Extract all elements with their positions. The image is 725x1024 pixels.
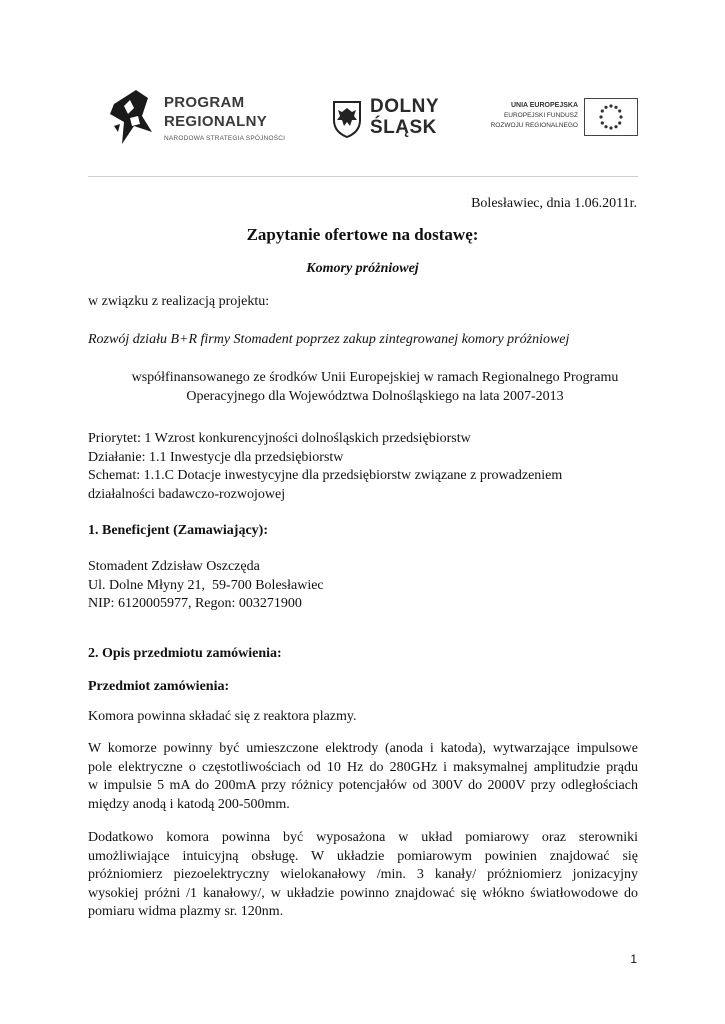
paragraph-reactor: Komora powinna składać się z reaktora plazmy.	[88, 709, 357, 724]
beneficiary-name: Stomadent Zdzisław Oszczęda	[88, 559, 260, 574]
program-details	[88, 430, 648, 504]
document-date: Bolesławiec, dnia 1.06.2011r.	[471, 196, 637, 211]
eu-line1: UNIA EUROPEJSKA	[510, 102, 578, 109]
page-number: 1	[630, 952, 637, 966]
paragraph-measurement-line: umożliwiające intuicyjną obsługę. W układzie pomiarowym powinien znajdować się	[88, 848, 638, 864]
action-line: Działanie: 1.1 Inwestycje dla przedsiębiorstw	[88, 449, 344, 465]
eu-logo-text	[491, 101, 578, 131]
header-divider	[88, 176, 638, 177]
program-regionalny-star-icon	[108, 86, 156, 152]
paragraph-electrodes-line: między anodą i katodą 200-500mm.	[88, 796, 290, 812]
paragraph-electrodes-line: pole elektryczne o częstotliwościach od 10 Hz do 280GHz i maksymalnej amplitudzie prądu	[88, 759, 638, 775]
dolny-line1: DOLNY	[370, 96, 439, 117]
logo-header	[88, 58, 638, 178]
intro-text: w związku z realizacją projektu:	[88, 294, 270, 309]
program-line2: REGIONALNY	[164, 113, 268, 130]
beneficiary-address: Ul. Dolne Młyny 21, 59-700 Bolesławiec	[88, 577, 324, 593]
document-title: Zapytanie ofertowe na dostawę:	[246, 225, 479, 244]
dolny-line2: ŚLĄSK	[370, 117, 437, 138]
subject-heading: Przedmiot zamówienia:	[88, 679, 230, 694]
paragraph-measurement-line: wysokiej próżni /1 kanałowy/, w układzie powinno znajdować się włókno światłowodowe do	[88, 885, 638, 901]
eu-logo	[474, 98, 638, 144]
paragraph-measurement	[88, 829, 638, 922]
paragraph-measurement-line: Dodatkowo komora powinna być wyposażona w układ pomiarowy oraz sterowniki	[88, 830, 638, 845]
eu-flag-icon	[584, 98, 638, 136]
program-regionalny-logo	[108, 86, 318, 152]
document-subtitle: Komory próżniowej	[306, 261, 419, 276]
section2-heading: 2. Opis przedmiotu zamówienia:	[88, 646, 282, 661]
scheme-line1: Schemat: 1.1.C Dotacje inwestycyjne dla przedsiębiorstw związane z prowadzeniem	[88, 468, 563, 483]
program-line1: PROGRAM	[164, 94, 245, 111]
scheme-line2: działalności badawczo-rozwojowej	[88, 486, 286, 502]
paragraph-measurement-line: próżniomierz piezoelektryczny wielokanałowy /min. 3 kanały/ próżniomierz jonizacyjny	[88, 867, 638, 882]
beneficiary-block	[88, 558, 324, 614]
priority-line: Priorytet: 1 Wzrost konkurencyjności dolnośląskich przedsiębiorstw	[88, 431, 471, 446]
eu-line3: ROZWOJU REGIONALNEGO	[490, 122, 578, 129]
cofinance-line1: współfinansowanego ze środków Unii Europejskiej w ramach Regionalnego Programu	[131, 370, 619, 385]
section1-heading: 1. Beneficjent (Zamawiający):	[88, 523, 269, 538]
paragraph-measurement-line: pomiaru widma plazmy sr. 120nm.	[88, 904, 284, 919]
paragraph-electrodes-line: w impulsie 5 mA do 200mA przy różnicy potencjałów od 300V do 2000V przy odległościach	[88, 778, 638, 793]
beneficiary-ids: NIP: 6120005977, Regon: 003271900	[88, 596, 302, 611]
cofinance-line2: Operacyjnego dla Województwa Dolnośląskiego na lata 2007-2013	[186, 388, 564, 404]
dolny-slask-logo	[332, 96, 452, 146]
project-title: Rozwój działu B+R firmy Stomadent poprzez zakup zintegrowanej komory próżniowej	[88, 332, 570, 347]
eu-line2: EUROPEJSKI FUNDUSZ	[503, 112, 578, 119]
paragraph-electrodes-line: W komorze powinny być umieszczone elektrody (anoda i katoda), wytwarzające impulsowe	[88, 741, 638, 756]
eagle-shield-icon	[332, 100, 362, 138]
program-line3: NARODOWA STRATEGIA SPÓJNOŚCI	[164, 135, 286, 142]
cofinance-text	[110, 369, 640, 406]
paragraph-electrodes	[88, 740, 638, 814]
